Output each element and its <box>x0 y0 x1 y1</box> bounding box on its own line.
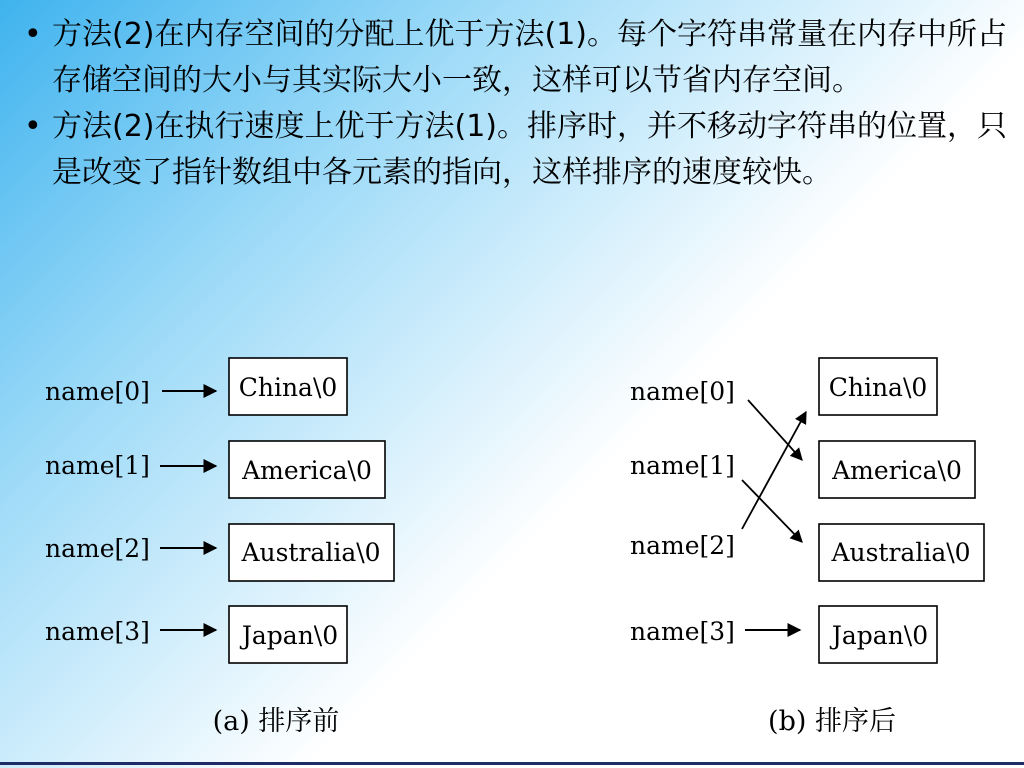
bullet-text: 方法(2)在执行速度上优于方法(1)。排序时，并不移动字符串的位置，只是改变了指针数组中各元素的指向，这样排序的速度较快。 <box>52 109 1007 190</box>
bullet-dot: • <box>24 109 42 144</box>
bullet-dot: • <box>24 17 42 52</box>
string-text-a-america: America\0 <box>242 456 372 485</box>
string-text-a-australia: Australia\0 <box>241 538 381 567</box>
bullet-text: 方法(2)在内存空间的分配上优于方法(1)。每个字符串常量在内存中所占存储空间的大小与其实际大小一致，这样可以节省内存空间。 <box>52 17 1007 98</box>
pointer-arrow-b-0 <box>748 400 802 460</box>
string-text-b-china: China\0 <box>828 373 928 402</box>
string-text-b-japan: Japan\0 <box>831 621 929 650</box>
caption-before-sort: (a) 排序前 <box>212 706 340 737</box>
pointer-label-a-2: name[2] <box>45 534 150 563</box>
string-text-b-australia: Australia\0 <box>831 538 971 567</box>
pointer-label-a-3: name[3] <box>45 617 150 646</box>
pointer-label-b-1: name[1] <box>630 451 735 480</box>
diagram-after-sort <box>630 358 984 737</box>
diagram-before-sort <box>45 358 394 737</box>
caption-after-sort: (b) 排序后 <box>768 706 896 737</box>
pointer-label-b-2: name[2] <box>630 531 735 560</box>
string-text-b-america: America\0 <box>832 456 962 485</box>
pointer-label-b-0: name[0] <box>630 377 735 406</box>
string-text-a-japan: Japan\0 <box>241 621 339 650</box>
string-text-a-china: China\0 <box>238 373 338 402</box>
pointer-label-b-3: name[3] <box>630 617 735 646</box>
footer-divider <box>0 762 1024 765</box>
pointer-label-a-0: name[0] <box>45 377 150 406</box>
pointer-label-a-1: name[1] <box>45 451 150 480</box>
